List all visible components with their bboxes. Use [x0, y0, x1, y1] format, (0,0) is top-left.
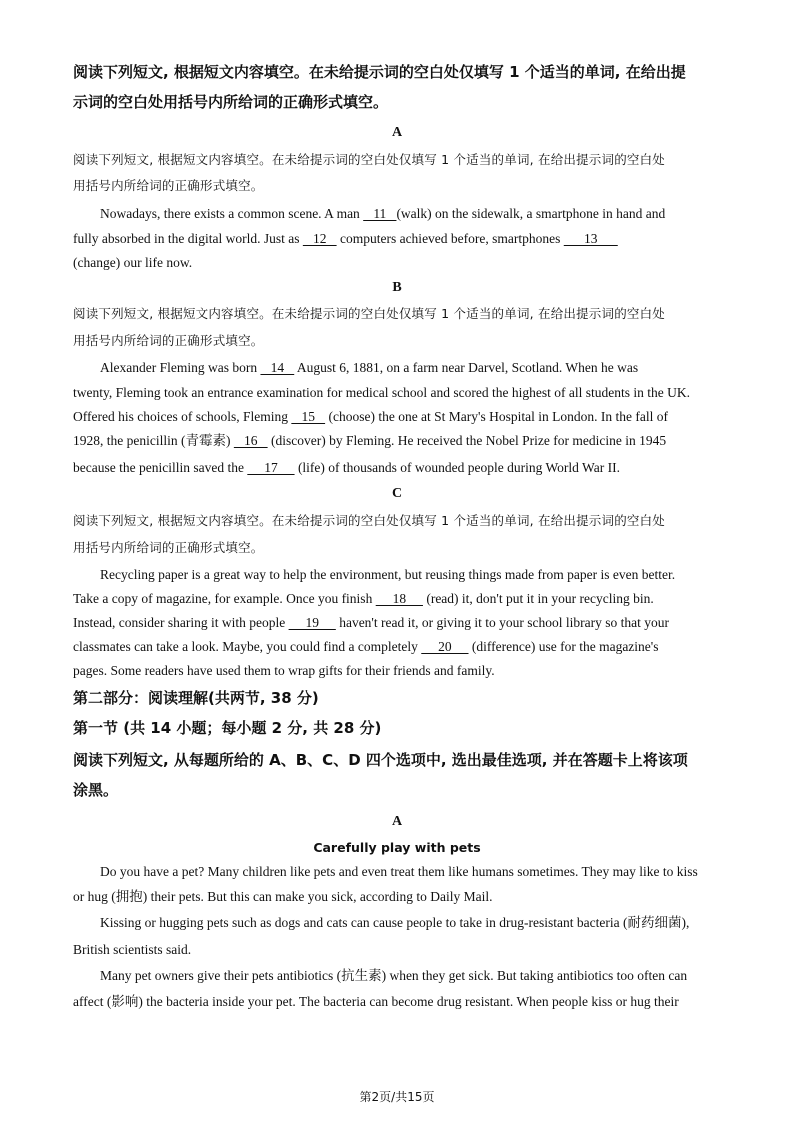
text: (discover) by Fleming. He received the Nobel Prize for medicine in 1945 — [267, 433, 667, 448]
section-c-heading: C — [391, 486, 403, 501]
blank-19[interactable]: 19 — [288, 615, 336, 630]
part2-title: 第二部分：阅读理解(共两节, 38 分) — [73, 689, 319, 707]
section-b-instruction-2: 用括号内所给词的正确形式填空。 — [73, 333, 264, 348]
blank-15[interactable]: 15 — [291, 409, 326, 424]
section-b-line-4 — [73, 432, 723, 450]
text: Instead, consider sharing it with people — [73, 615, 289, 630]
blank-20[interactable]: 20 — [421, 639, 469, 654]
reading-a-p3: Many pet owners give their pets antibiotics (抗生素) when they get sick. But taking antibiotics too often can — [100, 968, 688, 983]
text: haven't read it, or giving it to your school library so that your — [335, 615, 669, 630]
text: fully absorbed in the digital world. Just as — [73, 231, 303, 246]
section-c-line-4 — [73, 638, 723, 656]
section-c-line-1: Recycling paper is a great way to help the environment, but reusing things made from paper is even better. — [100, 567, 676, 582]
section-c-line-3 — [73, 614, 723, 632]
intro-line-1: 阅读下列短文, 根据短文内容填空。在未给提示词的空白处仅填写 1 个适当的单词, 在给出提 — [73, 63, 686, 81]
section-c-instruction-2: 用括号内所给词的正确形式填空。 — [73, 540, 264, 555]
text: (walk) on the sidewalk, a smartphone in hand and — [396, 206, 666, 221]
reading-a-title: Carefully play with pets — [313, 840, 481, 855]
section-a-heading: A — [391, 125, 403, 140]
part2-instruction-1: 阅读下列短文, 从每题所给的 A、B、C、D 四个选项中, 选出最佳选项, 并在答题卡上将该项 — [73, 751, 688, 769]
blank-11[interactable]: 11 — [363, 206, 397, 221]
text: because the penicillin saved the — [73, 460, 248, 475]
reading-a-p2: Kissing or hugging pets such as dogs and cats can cause people to take in drug-resistant bacteria (耐药细菌), — [100, 915, 690, 930]
blank-16[interactable]: 16 — [233, 433, 268, 448]
text: Offered his choices of schools, Fleming — [73, 409, 292, 424]
blank-17[interactable]: 17 — [247, 460, 295, 475]
section-c-instruction-1: 阅读下列短文, 根据短文内容填空。在未给提示词的空白处仅填写 1 个适当的单词, 在给出提示词的空白处 — [73, 513, 665, 528]
section-b-instruction-1: 阅读下列短文, 根据短文内容填空。在未给提示词的空白处仅填写 1 个适当的单词, 在给出提示词的空白处 — [73, 306, 665, 321]
reading-a-p3b: affect (影响) the bacteria inside your pet. The bacteria can become drug resistant. When people kiss or hug their — [73, 994, 679, 1009]
reading-a-heading: A — [391, 814, 403, 829]
reading-a-p2b: British scientists said. — [73, 942, 192, 957]
blank-13[interactable]: 13 — [563, 231, 618, 246]
text: Take a copy of magazine, for example. Once you finish — [73, 591, 376, 606]
section-b-line-2: twenty, Fleming took an entrance examination for medical school and scored the highest of all students in the UK. — [73, 385, 690, 400]
part2-section1: 第一节 (共 14 小题；每小题 2 分, 共 28 分) — [73, 719, 382, 737]
blank-14[interactable]: 14 — [260, 360, 295, 375]
reading-a-p1b: or hug (拥抱) their pets. But this can make you sick, according to Daily Mail. — [73, 889, 493, 904]
reading-a-p1: Do you have a pet? Many children like pets and even treat them like humans sometimes. They may like to kiss — [100, 864, 698, 879]
section-c-line-2 — [73, 590, 723, 608]
text: Nowadays, there exists a common scene. A man — [100, 206, 364, 221]
section-b-line-5 — [73, 459, 723, 477]
section-c-line-5: pages. Some readers have used them to wrap gifts for their friends and family. — [73, 663, 495, 678]
text: 1928, the penicillin (青霉素) — [73, 433, 234, 448]
section-b-line-1 — [100, 359, 750, 377]
text: August 6, 1881, on a farm near Darvel, Scotland. When he was — [294, 360, 639, 375]
text: computers achieved before, smartphones — [336, 231, 564, 246]
section-a-line-2 — [73, 230, 723, 248]
section-b-line-3 — [73, 408, 723, 426]
text: classmates can take a look. Maybe, you could find a completely — [73, 639, 422, 654]
text: (life) of thousands of wounded people during World War II. — [294, 460, 620, 475]
part2-instruction-2: 涂黑。 — [73, 781, 119, 799]
text: (difference) use for the magazine's — [468, 639, 659, 654]
section-a-line-3: (change) our life now. — [73, 255, 193, 270]
intro-line-2: 示词的空白处用括号内所给词的正确形式填空。 — [73, 93, 389, 111]
section-a-instruction-1: 阅读下列短文, 根据短文内容填空。在未给提示词的空白处仅填写 1 个适当的单词, 在给出提示词的空白处 — [73, 152, 665, 167]
section-b-heading: B — [392, 280, 402, 295]
section-a-line-1 — [100, 205, 750, 223]
section-a-instruction-2: 用括号内所给词的正确形式填空。 — [73, 178, 264, 193]
blank-12[interactable]: 12 — [302, 231, 337, 246]
page-footer: 第2页/共15页 — [359, 1090, 435, 1104]
text: (choose) the one at St Mary's Hospital in London. In the fall of — [325, 409, 668, 424]
text: Alexander Fleming was born — [100, 360, 261, 375]
text: (read) it, don't put it in your recycling bin. — [422, 591, 654, 606]
blank-18[interactable]: 18 — [375, 591, 423, 606]
